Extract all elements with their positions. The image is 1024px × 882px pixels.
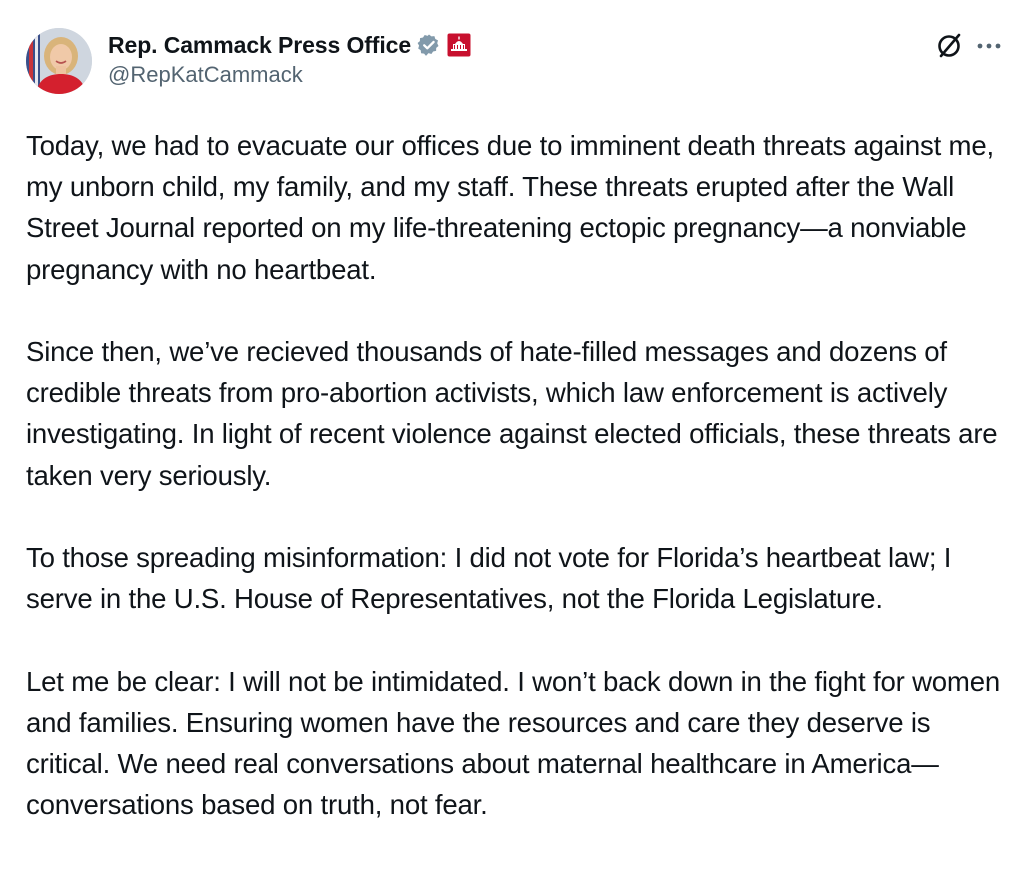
tweet-paragraph: Today, we had to evacuate our offices due to imminent death threats against me, my unborn child, my family, and my staff. These threats erupted after the Wall Street Journal reported on my life-threatening ectopic pregnancy—a nonviable pregnancy with no heartbeat. xyxy=(26,130,994,285)
header-actions xyxy=(936,32,1004,60)
avatar-image xyxy=(26,28,92,94)
tweet-header xyxy=(26,28,1004,98)
handle[interactable]: @RepKatCammack xyxy=(108,62,303,87)
tweet-text xyxy=(26,125,1006,825)
more-options-icon[interactable] xyxy=(964,32,1004,60)
tweet-paragraph: Since then, we’ve recieved thousands of hate-filled messages and dozens of credible threats from pro-abortion activists, which law enforcement is actively investigating. In light of recent violence against elected officials, these threats are taken very seriously. xyxy=(26,336,998,491)
tweet-paragraph: Let me be clear: I will not be intimidated. I won’t back down in the fight for women and families. Ensuring women have the resources and care they deserve is critical. We need real conversations about maternal healthcare in America—conversations based on truth, not fear. xyxy=(26,665,1001,821)
avatar[interactable] xyxy=(26,28,92,94)
tweet-paragraph: To those spreading misinformation: I did not vote for Florida’s heartbeat law; I serve in the U.S. House of Representatives, not the Florida Legislature. xyxy=(26,542,952,615)
verified-badge-icon[interactable] xyxy=(417,33,441,57)
display-name-row xyxy=(108,30,471,60)
display-name[interactable]: Rep. Cammack Press Office xyxy=(108,31,412,58)
house-affiliation-icon[interactable] xyxy=(447,33,471,57)
account-names xyxy=(108,30,471,88)
grok-icon[interactable] xyxy=(936,32,964,60)
